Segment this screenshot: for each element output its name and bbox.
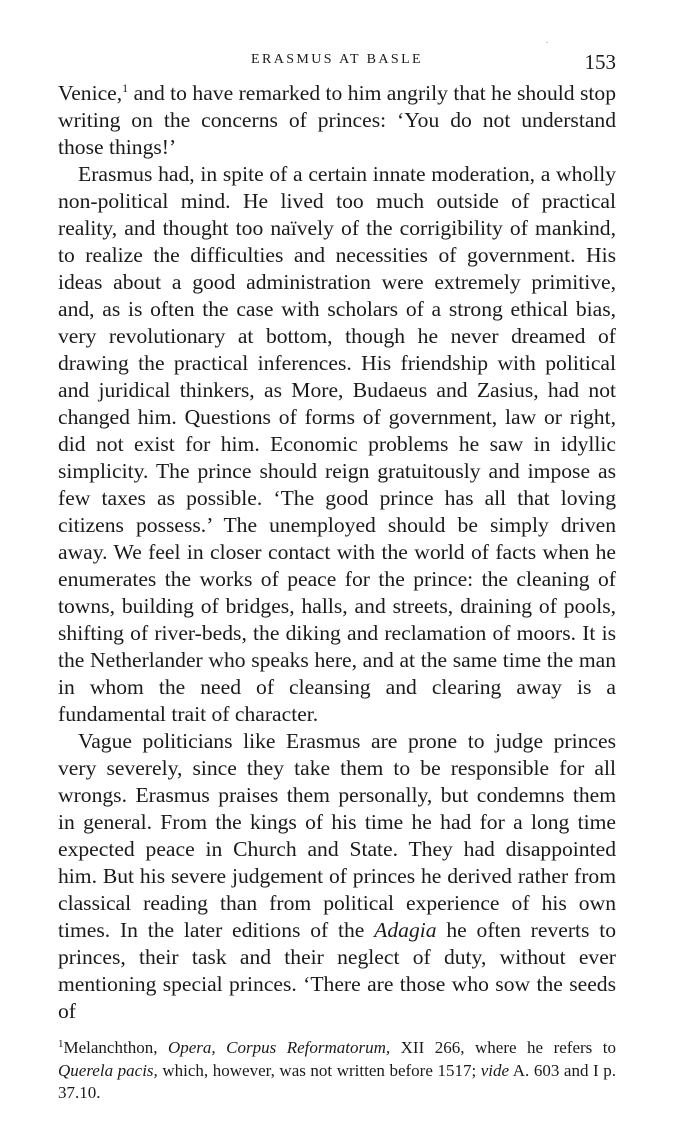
footnote-text: XII 266, where he refers to <box>390 1038 616 1057</box>
running-title: ERASMUS AT BASLE <box>251 52 423 67</box>
paragraph-text: he often reverts to princes, their task and their neglect of duty, without ever mentioning special princes. ‘There are those who sow the seeds of <box>58 918 617 1023</box>
paragraph-text: Vague politicians like Erasmus are prone to judge princes very severely, since they take them to be responsible for all wrongs. Erasmus praises them personally, but condemns them in general. From the kings of his time he had for a long time expected peace in Church and State. They had disappointed him. But his severe judgement of princes he derived rather from classical reading than from political experience of his own times. In the later editions of the <box>58 729 616 942</box>
footnote-italic: vide <box>480 1060 510 1080</box>
footnote <box>58 1037 616 1105</box>
page-number: 153 <box>584 50 616 74</box>
body-text <box>58 80 616 1025</box>
paragraph-continued <box>58 80 616 161</box>
footnote-text: which, however, was not written before 1517; <box>157 1060 481 1080</box>
footnote-italic: Opera, Corpus Reformatorum, <box>167 1038 391 1057</box>
paragraph-text: Venice, <box>58 81 123 105</box>
footnotes <box>58 1037 616 1105</box>
footnote-reference: 1 <box>122 81 129 95</box>
paragraph <box>58 728 616 1025</box>
paragraph-text: and to have remarked to him angrily that he should stop writing on the concerns of princes: ‘You do not understand those things!’ <box>58 81 616 159</box>
running-head <box>58 50 616 80</box>
print-speck <box>546 42 548 43</box>
book-page <box>58 50 616 1105</box>
paragraph: Erasmus had, in spite of a certain innate moderation, a wholly non-political mind. He lived too much outside of practical reality, and thought too naïvely of the corrigibility of mankind, to realize the difficulties and necessities of government. His ideas about a good administration were extremely primitive, and, as is often the case with scholars of a strong ethical bias, very revolutionary at bottom, though he never dreamed of drawing the practical inferences. His friendship with political and juridical thinkers, as More, Budaeus and Zasius, had not changed him. Questions of forms of government, law or right, did not exist for him. Economic problems he saw in idyllic simplicity. The prince should reign gratuitously and impose as few taxes as possible. ‘The good prince has all that loving citizens possess.’ The unemployed should be simply driven away. We feel in closer contact with the world of facts when he enumerates the works of peace for the prince: the cleaning of towns, building of bridges, halls, and streets, draining of pools, shifting of river-beds, the diking and reclamation of moors. It is the Netherlander who speaks here, and at the same time the man in whom the need of cleansing and clearing away is a fundamental trait of character. <box>58 162 616 726</box>
footnote-text: A. 603 and I p. 37.10. <box>58 1060 617 1102</box>
footnote-text: Melanchthon, <box>63 1038 168 1057</box>
footnote-italic: Querela pacis, <box>58 1060 158 1080</box>
footnote-mark: 1 <box>58 1038 64 1050</box>
italic-title: Adagia <box>374 918 437 942</box>
